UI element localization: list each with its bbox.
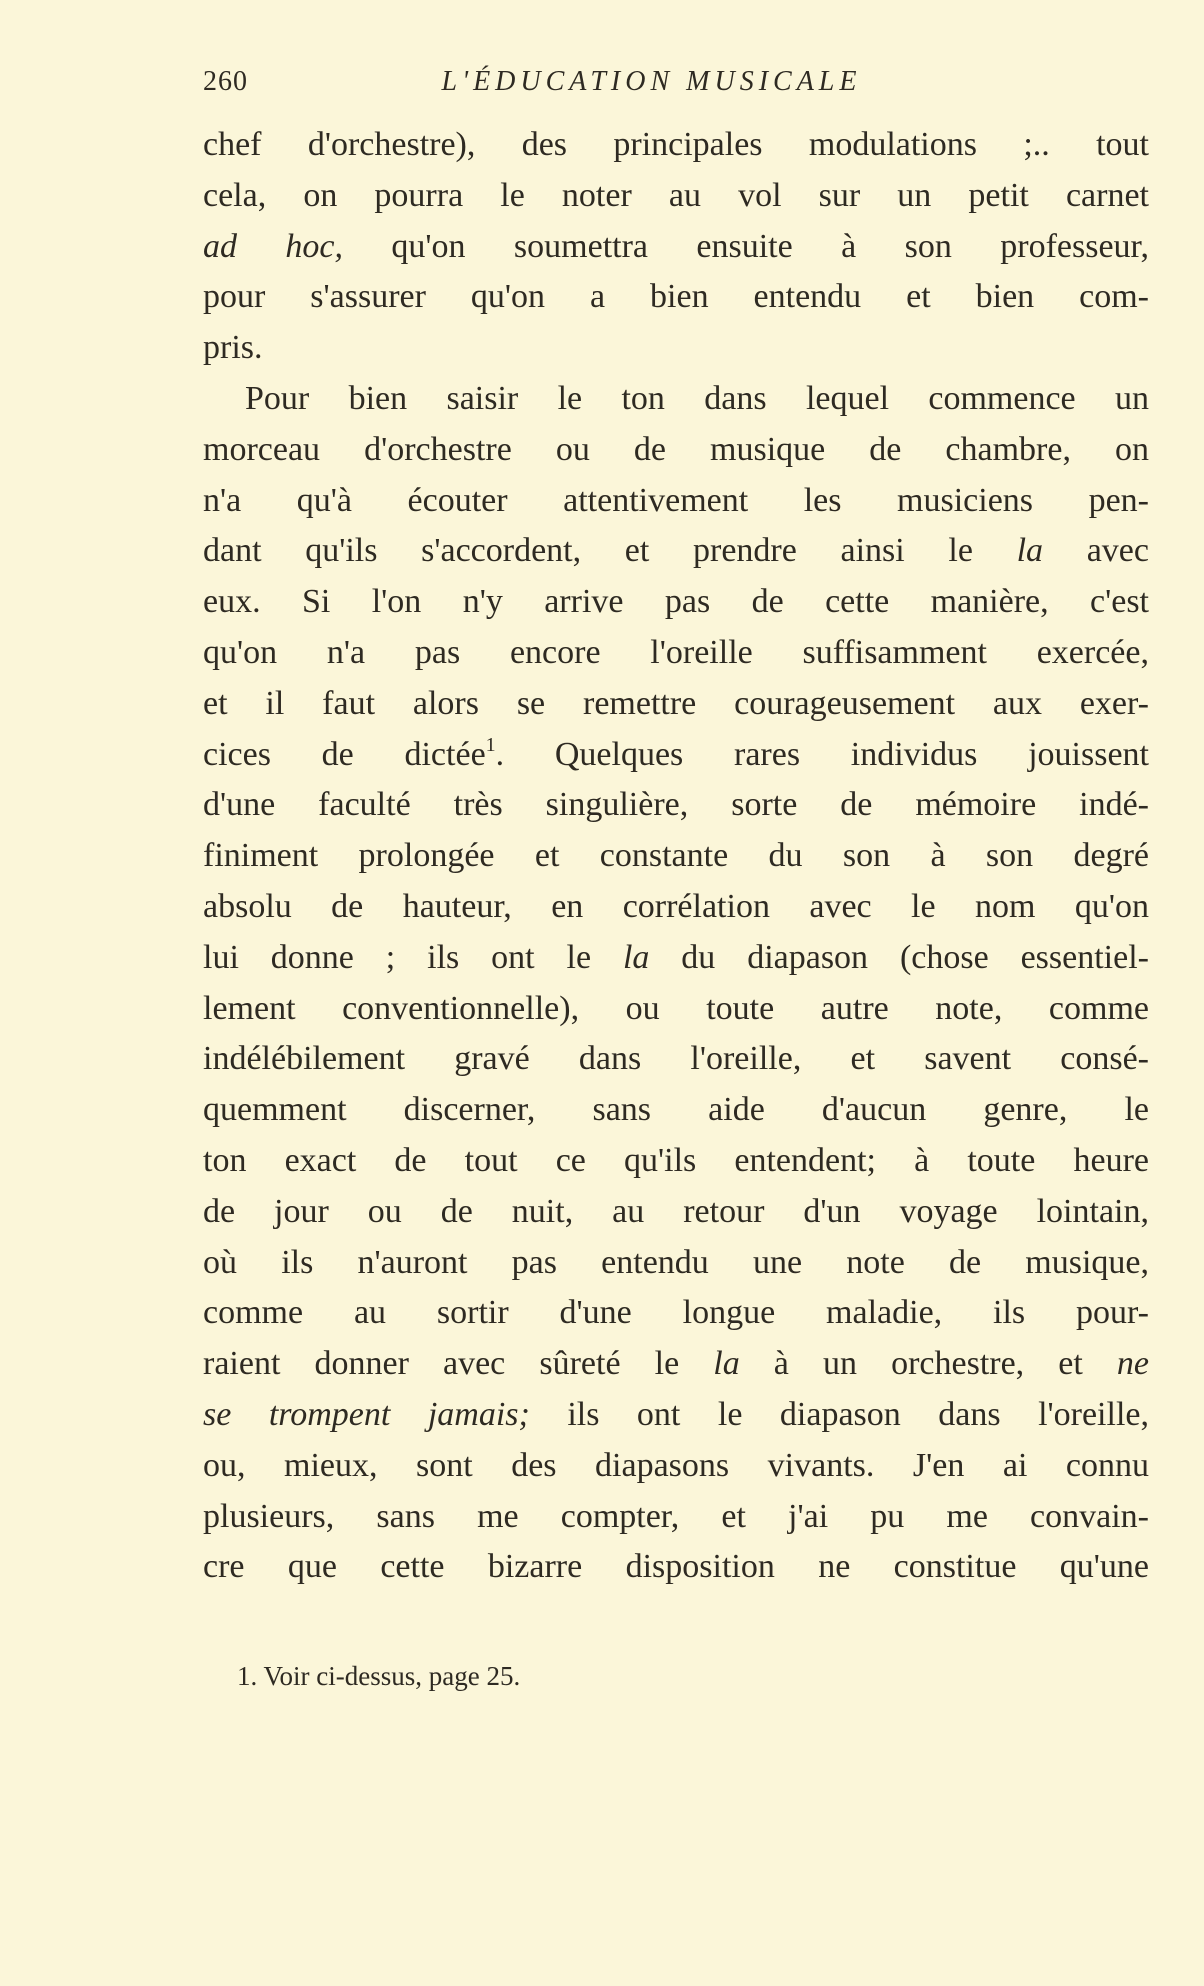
text-line: d'une faculté très singulière, sorte de mémoire indé- [203,786,1149,824]
italic-text: ad hoc, [203,227,343,265]
text-line: chef d'orchestre), des principales modulations ;.. tout [203,126,1149,163]
text-segment: qu'on soumettra ensuite à son professeur, [343,227,1150,265]
text-line [203,1339,1149,1390]
running-title: L'ÉDUCATION MUSICALE [441,66,862,97]
text-segment: . Quelques rares individus jouissent [495,735,1149,773]
italic-text: se trompent jamais; [203,1395,530,1433]
text-segment: cices de dictée [203,735,486,773]
text-line: où ils n'auront pas entendu une note de musique, [203,1243,1149,1281]
text-segment: raient donner avec sûreté le [203,1345,714,1383]
text-line: qu'on n'a pas encore l'oreille suffisamment exercée, [203,633,1149,671]
text-line [203,222,1149,273]
text-line: plusieurs, sans me compter, et j'ai pu me convain- [203,1497,1149,1535]
italic-text: ne [1116,1345,1149,1383]
italic-text: la [622,938,650,976]
footnote-marker: 1 [485,733,496,756]
text-line: cre que cette bizarre disposition ne constitue qu'une [203,1548,1149,1586]
italic-text: la [1016,532,1044,570]
text-line: et il faut alors se remettre courageusement aux exer- [203,684,1149,722]
page-number: 260 [203,66,248,97]
text-line: comme au sortir d'une longue maladie, ils pour- [203,1294,1149,1332]
text-line: finiment prolongée et constante du son à son degré [203,837,1149,875]
text-line [203,933,1149,984]
text-line [203,1390,1149,1441]
running-head [203,66,1149,106]
text-line: morceau d'orchestre ou de musique de chambre, on [203,430,1149,468]
text-segment: lui donne ; ils ont le [203,938,623,976]
text-line: ton exact de tout ce qu'ils entendent; à toute heure [203,1141,1149,1179]
text-line: quemment discerner, sans aide d'aucun genre, le [203,1091,1149,1129]
text-segment: avec [1043,532,1149,570]
text-segment: à un orchestre, et [739,1345,1117,1383]
text-line: absolu de hauteur, en corrélation avec le nom qu'on [203,887,1149,925]
text-line: ou, mieux, sont des diapasons vivants. J'en ai connu [203,1446,1149,1484]
text-line: de jour ou de nuit, au retour d'un voyage lointain, [203,1192,1149,1230]
text-line [203,526,1149,577]
body-text [203,120,1149,1593]
text-line: n'a qu'à écouter attentivement les musiciens pen- [203,481,1149,519]
footnote: 1. Voir ci-dessus, page 25. [237,1661,521,1691]
text-line: lement conventionnelle), ou toute autre note, comme [203,989,1149,1027]
text-segment: dant qu'ils s'accordent, et prendre ainsi le [203,532,1017,570]
text-line [203,730,1149,781]
text-line: eux. Si l'on n'y arrive pas de cette manière, c'est [203,583,1149,621]
text-line: cela, on pourra le noter au vol sur un petit carnet [203,176,1149,214]
text-line: indélébilement gravé dans l'oreille, et savent consé- [203,1040,1149,1078]
text-segment: du diapason (chose essentiel- [649,938,1149,976]
text-line: Pour bien saisir le ton dans lequel commence un [245,379,1149,417]
text-line: pris. [203,329,263,367]
text-line: pour s'assurer qu'on a bien entendu et bien com- [203,278,1149,316]
italic-text: la [713,1345,740,1383]
text-segment: ils ont le diapason dans l'oreille, [529,1395,1149,1433]
